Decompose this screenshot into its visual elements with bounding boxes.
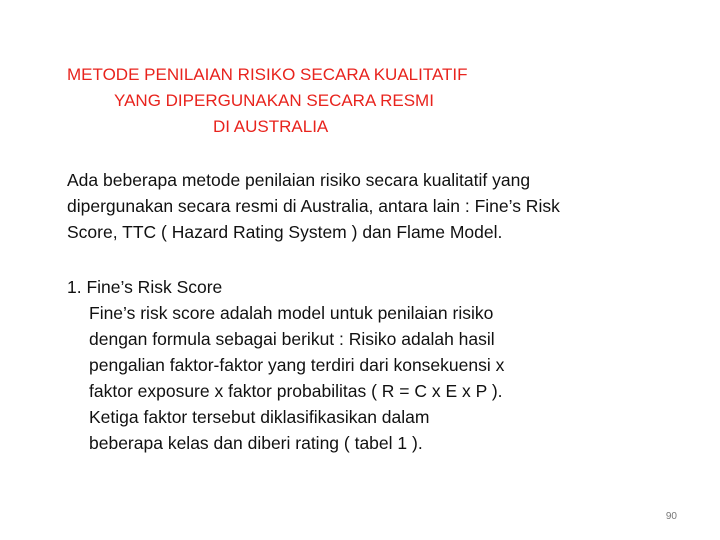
- section-line-3: pengalian faktor-faktor yang terdiri dari konsekuensi x: [89, 355, 505, 375]
- section-line-5: Ketiga faktor tersebut diklasifikasikan dalam: [89, 407, 430, 427]
- page-number: 90: [665, 511, 677, 522]
- section-heading: 1. Fine’s Risk Score: [67, 277, 223, 297]
- section-line-2: dengan formula sebagai berikut : Risiko adalah hasil: [89, 329, 495, 349]
- section-line-6: beberapa kelas dan diberi rating ( tabel 1 ).: [89, 433, 423, 453]
- title-line-2: YANG DIPERGUNAKAN SECARA RESMI: [114, 91, 434, 110]
- intro-line-1: Ada beberapa metode penilaian risiko secara kualitatif yang: [67, 170, 531, 190]
- section-line-1: Fine’s risk score adalah model untuk penilaian risiko: [89, 303, 494, 323]
- intro-paragraph: [67, 167, 667, 245]
- section-line-4: faktor exposure x faktor probabilitas ( R = C x E x P ).: [89, 381, 503, 401]
- title-line-3: DI AUSTRALIA: [213, 117, 329, 136]
- slide-title: [67, 62, 667, 140]
- intro-line-2: dipergunakan secara resmi di Australia, antara lain : Fine’s Risk: [67, 196, 560, 216]
- intro-line-3: Score, TTC ( Hazard Rating System ) dan Flame Model.: [67, 222, 503, 242]
- fines-risk-score-section: [67, 274, 667, 456]
- title-line-1: METODE PENILAIAN RISIKO SECARA KUALITATIF: [67, 65, 468, 84]
